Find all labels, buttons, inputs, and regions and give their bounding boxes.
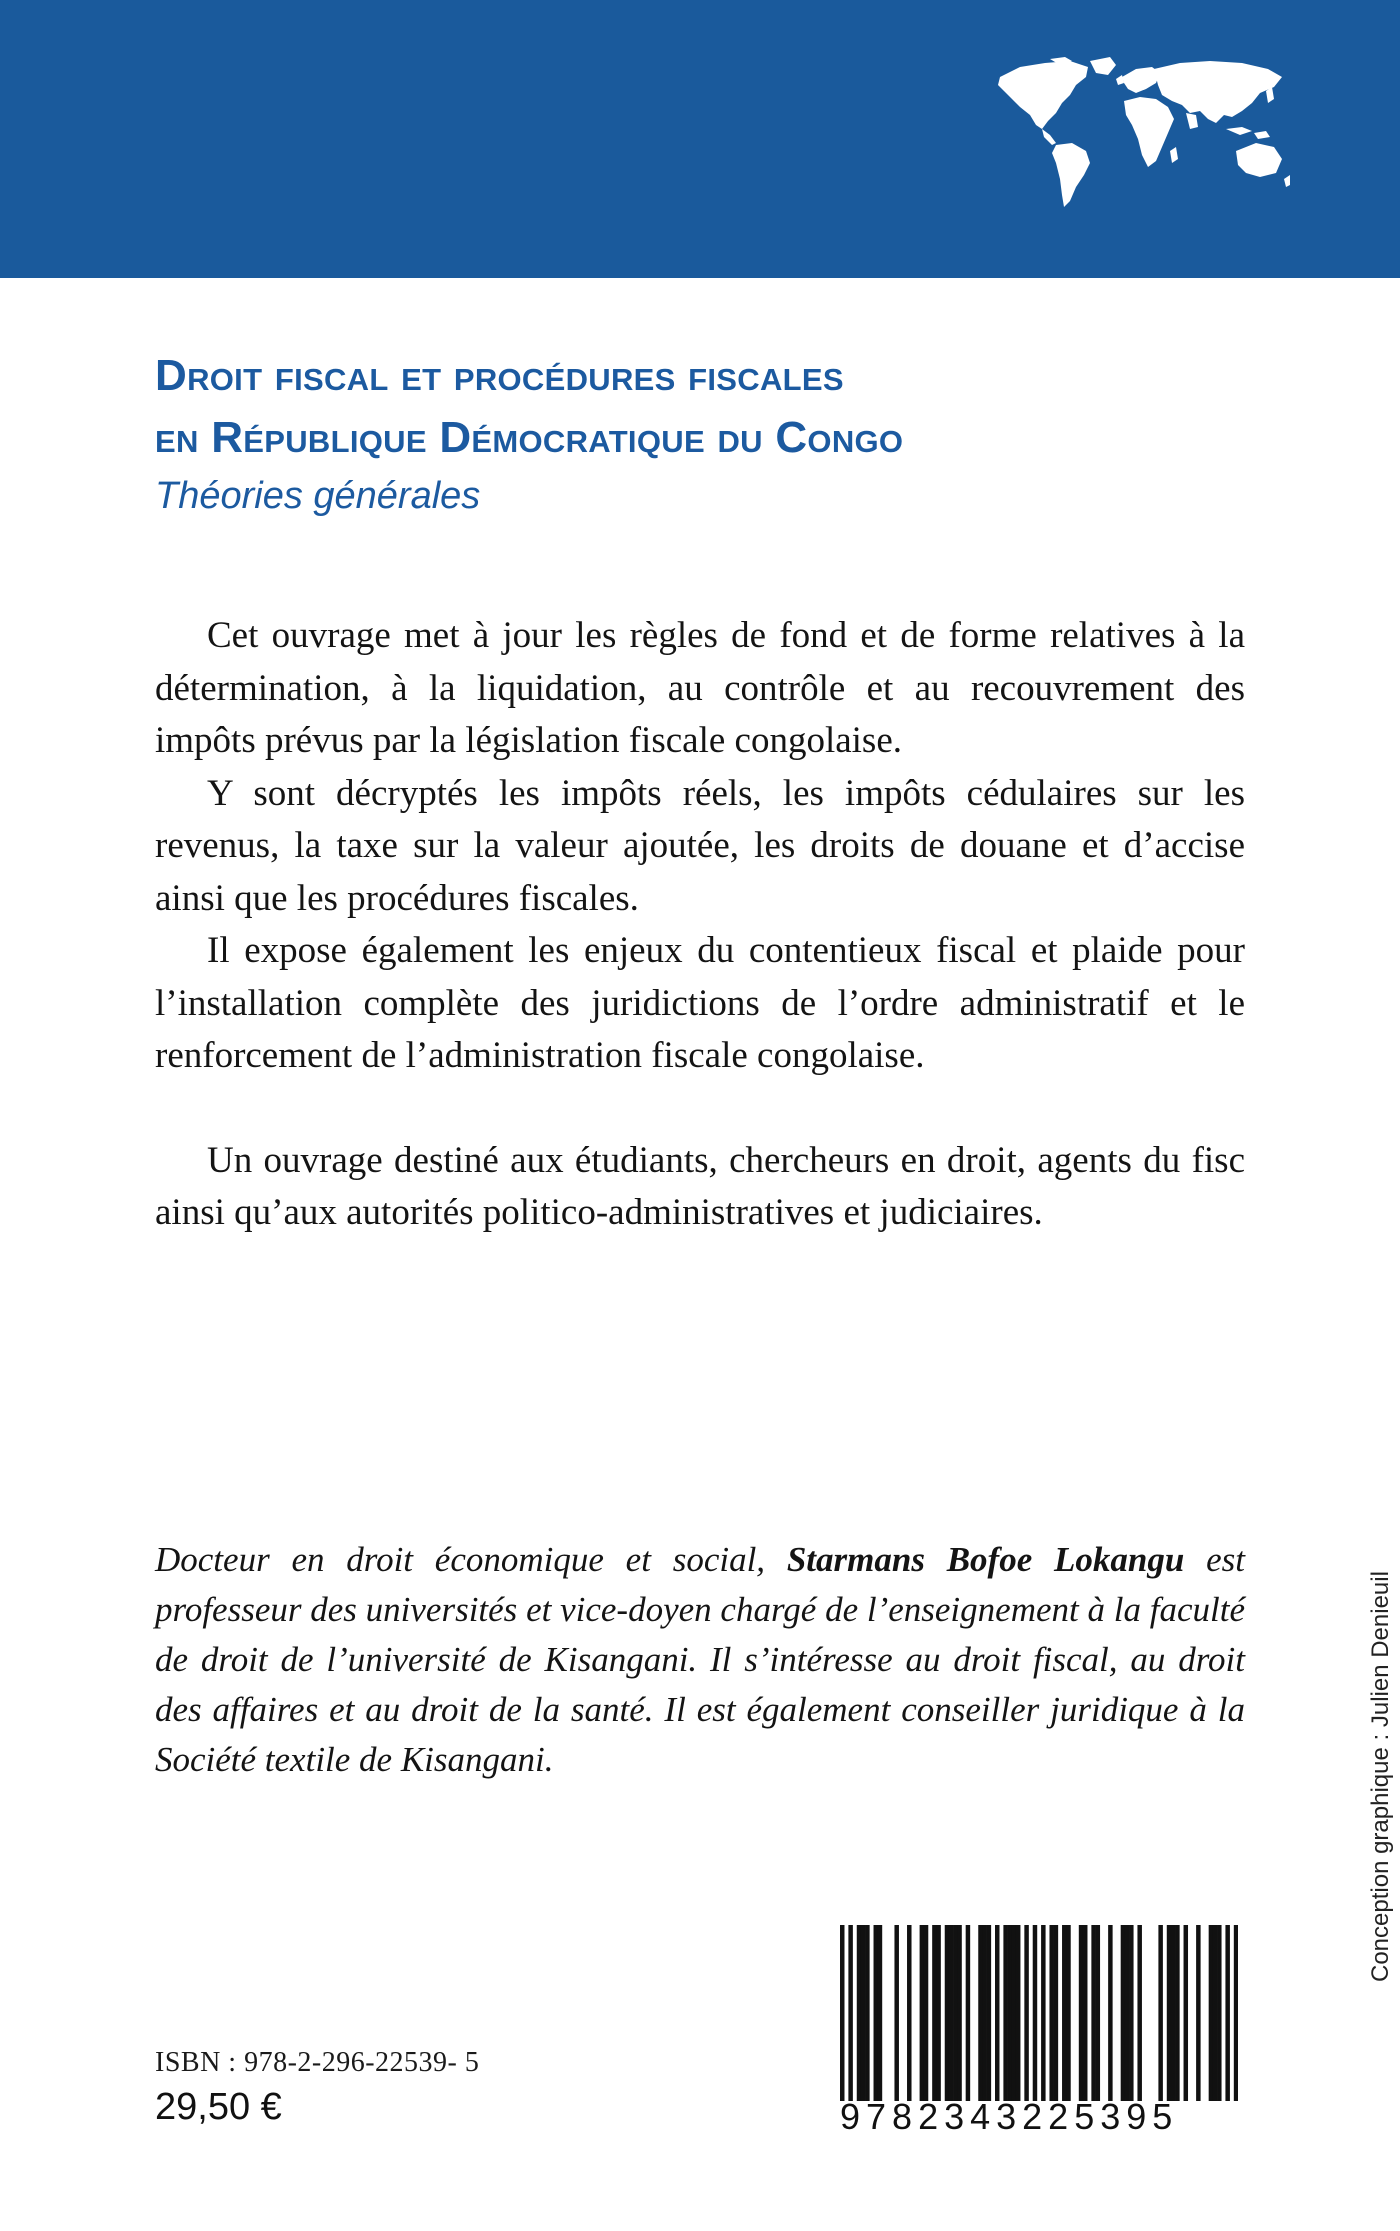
design-credit: Conception graphique : Julien Denieuil <box>1367 1571 1394 1982</box>
blurb-paragraph-4: Un ouvrage destiné aux étudiants, chercheurs en droit, agents du fisc ainsi qu’aux autorités politico-administratives et judiciaires. <box>155 1139 1245 1233</box>
barcode-bar <box>932 1925 936 2101</box>
barcode-bar <box>894 1925 898 2101</box>
barcode-bar <box>1217 1925 1221 2101</box>
barcode-bar <box>1129 1925 1133 2101</box>
barcode-bar <box>865 1925 869 2101</box>
book-title-line-1: Droit fiscal et procédures fiscales <box>155 351 844 400</box>
barcode-bar <box>1049 1925 1053 2101</box>
barcode-bar <box>1096 1925 1100 2101</box>
barcode-bar <box>1012 1925 1016 2101</box>
header-banner <box>0 0 1400 278</box>
author-name: Starmans Bofoe Lokangu <box>786 1540 1185 1579</box>
barcode <box>840 1925 1238 2135</box>
title-block <box>155 345 1255 523</box>
barcode-bar <box>982 1925 986 2101</box>
barcode-bar <box>978 1925 982 2101</box>
barcode-bar <box>848 1925 852 2101</box>
barcode-bar <box>1209 1925 1213 2101</box>
blurb-paragraph-3: Il expose également les enjeux du contentieux fiscal et plaide pour l’installation complète des juridictions de l’ordre administratif et le renforcement de l’administration fiscale congolaise. <box>155 930 1245 1076</box>
barcode-bar <box>1091 1925 1095 2101</box>
barcode-bar <box>1125 1925 1129 2101</box>
barcode-bar <box>1225 1925 1229 2101</box>
world-map-icon <box>990 55 1290 215</box>
barcode-bar <box>1066 1925 1070 2101</box>
barcode-bar <box>1234 1925 1238 2101</box>
barcode-bar <box>924 1925 928 2101</box>
barcode-bar <box>1137 1925 1141 2101</box>
book-title-line-2: en République Démocratique du Congo <box>155 413 904 462</box>
barcode-bar <box>1175 1925 1179 2101</box>
barcode-bar <box>949 1925 953 2101</box>
bio-intro: Docteur en droit économique et social, <box>155 1540 787 1579</box>
barcode-bar <box>1167 1925 1171 2101</box>
barcode-bar <box>1054 1925 1058 2101</box>
barcode-bar <box>1041 1925 1045 2101</box>
barcode-bar <box>1121 1925 1125 2101</box>
barcode-bar <box>1158 1925 1162 2101</box>
barcode-bar <box>957 1925 961 2101</box>
price: 29,50 € <box>155 2086 282 2128</box>
bio-rest: est professeur des universités et vice-doyen chargé de l’enseignement à la faculté de droit de l’université de Kisangani. Il s’intéresse au droit fiscal, au droit des affaires et au droit de la santé. Il est également conseiller juridique à la Société textile de Kisangani. <box>155 1540 1245 1779</box>
barcode-bar <box>857 1925 861 2101</box>
barcode-bar <box>874 1925 878 2101</box>
barcode-bar <box>953 1925 957 2101</box>
barcode-bar <box>1016 1925 1020 2101</box>
barcode-bar <box>1108 1925 1112 2101</box>
barcode-bar <box>1083 1925 1087 2101</box>
isbn: ISBN : 978-2-296-22539- 5 <box>155 2047 480 2078</box>
barcode-bar <box>1079 1925 1083 2101</box>
barcode-bar <box>1008 1925 1012 2101</box>
barcode-bar <box>840 1925 844 2101</box>
barcode-digits: 9782343225395 <box>840 2096 1179 2137</box>
blurb <box>155 610 1245 1240</box>
barcode-bar <box>1171 1925 1175 2101</box>
barcode-bar <box>1003 1925 1007 2101</box>
barcode-bar <box>1196 1925 1200 2101</box>
barcode-bar <box>945 1925 949 2101</box>
barcode-bar <box>1062 1925 1066 2101</box>
barcode-bar <box>907 1925 911 2101</box>
barcode-bar <box>936 1925 940 2101</box>
barcode-bar <box>1213 1925 1217 2101</box>
barcode-bar <box>878 1925 882 2101</box>
barcode-bar <box>995 1925 999 2101</box>
barcode-bar <box>966 1925 970 2101</box>
blurb-paragraph-2: Y sont décryptés les impôts réels, les impôts cédulaires sur les revenus, la taxe sur la valeur ajoutée, les droits de douane et d’accise ainsi que les procédures fiscales. <box>155 772 1245 919</box>
barcode-bar <box>987 1925 991 2101</box>
author-bio <box>155 1535 1245 1785</box>
barcode-bar <box>920 1925 924 2101</box>
barcode-bar <box>1033 1925 1037 2101</box>
barcode-bar <box>861 1925 865 2101</box>
blurb-paragraph-1: Cet ouvrage met à jour les règles de fond et de forme relatives à la détermination, à la liquidation, au contrôle et au recouvrement des impôts prévus par la législation fiscale congolaise. <box>155 615 1245 761</box>
barcode-bars <box>840 1925 1238 2101</box>
barcode-bar <box>1024 1925 1028 2101</box>
barcode-bar <box>1184 1925 1188 2101</box>
book-subtitle: Théories générales <box>155 475 481 517</box>
